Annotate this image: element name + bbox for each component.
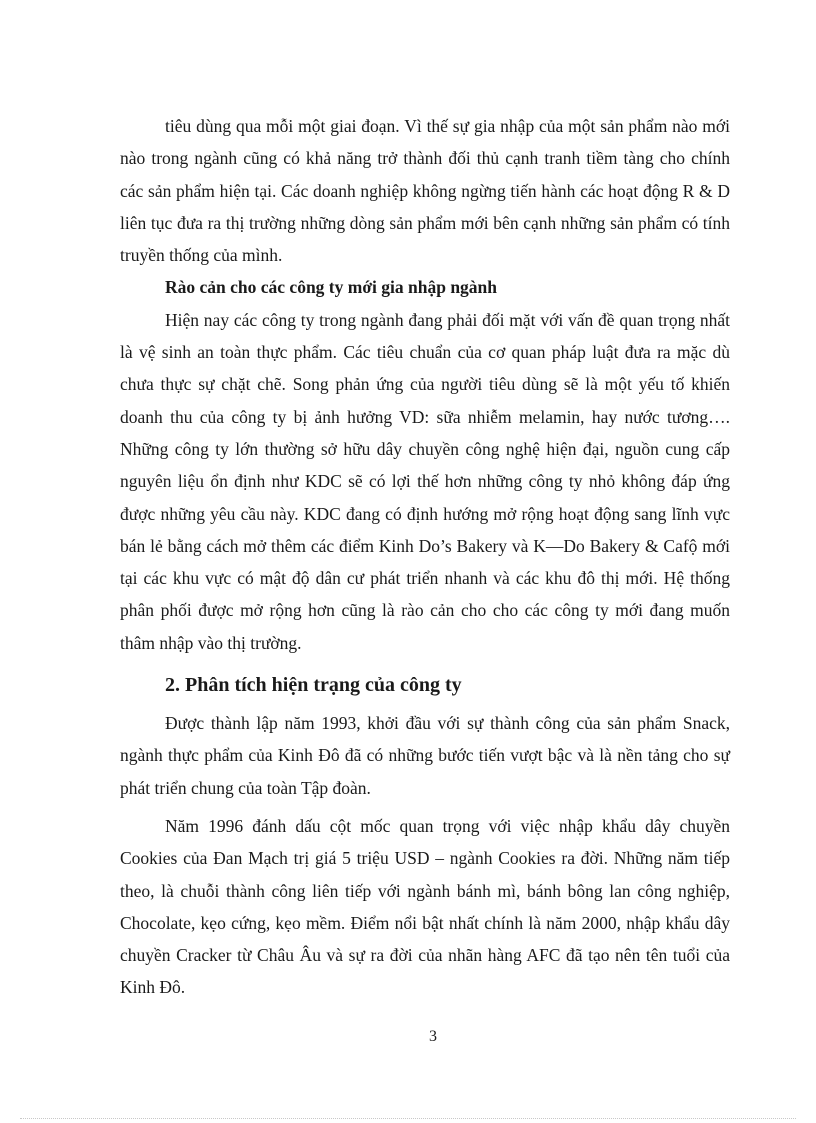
paragraph-1: tiêu dùng qua mỗi một giai đoạn. Vì thế sự gia nhập của một sản phẩm nào mới nào trong ngành cũng có khả năng trở thành đối thủ cạnh tranh tiềm tàng cho chính các sản phẩm hiện tại. Các doanh nghiệp không ngừng tiến hành các hoạt động R & D liên tục đưa ra thị trường những dòng sản phẩm mới bên cạnh những sản phẩm có tính truyền thống của mình. bbox=[120, 116, 730, 266]
subheading-barriers: Rào cản cho các công ty mới gia nhập ngành bbox=[165, 277, 498, 298]
paragraph-3: Được thành lập năm 1993, khởi đầu với sự thành công của sản phẩm Snack, ngành thực phẩm của Kinh Đô đã có những bước tiến vượt bậc và là nền tảng cho sự phát triển chung của toàn Tập đoàn. bbox=[120, 713, 730, 798]
page-number: 3 bbox=[429, 1028, 437, 1045]
paragraph-4: Năm 1996 đánh dấu cột mốc quan trọng với việc nhập khẩu dây chuyền Cookies của Đan Mạch trị giá 5 triệu USD – ngành Cookies ra đời. Những năm tiếp theo, là chuỗi thành công liên tiếp với ngành bánh mì, bánh bông lan công nghiệp, Chocolate, kẹo cứng, kẹo mềm. Điểm nổi bật nhất chính là năm 2000, nhập khẩu dây chuyền Cracker từ Châu Âu và sự ra đời của nhãn hàng AFC đã tạo nên tên tuổi của Kinh Đô. bbox=[120, 815, 730, 998]
document-body bbox=[120, 110, 730, 1004]
section-title-2: 2. Phân tích hiện trạng của công ty bbox=[165, 674, 462, 697]
page-bottom-border bbox=[20, 1118, 796, 1119]
paragraph-2: Hiện nay các công ty trong ngành đang phải đối mặt với vấn đề quan trọng nhất là vệ sinh an toàn thực phẩm. Các tiêu chuẩn của cơ quan pháp luật đưa ra mặc dù chưa thực sự chặt chẽ. Song phản ứng của người tiêu dùng sẽ là một yếu tố khiến doanh thu của công ty bị ảnh hưởng VD: sữa nhiễm melamin, hay nước tương…. Những công ty lớn thường sở hữu dây chuyền công nghệ hiện đại, nguồn cung cấp nguyên liệu ổn định như KDC sẽ có lợi thế hơn những công ty nhỏ không đáp ứng được những yêu cầu này. KDC đang có định hướng mở rộng hoạt động sang lĩnh vực bán lẻ bằng cách mở thêm các điểm Kinh Do’s Bakery và K—Do Bakery & Cafộ mới tại các khu vực có mật độ dân cư phát triển nhanh và các khu đô thị mới. Hệ thống phân phối được mở rộng hơn cũng là rào cản cho cho các công ty mới đang muốn thâm nhập vào thị trường. bbox=[120, 309, 730, 653]
